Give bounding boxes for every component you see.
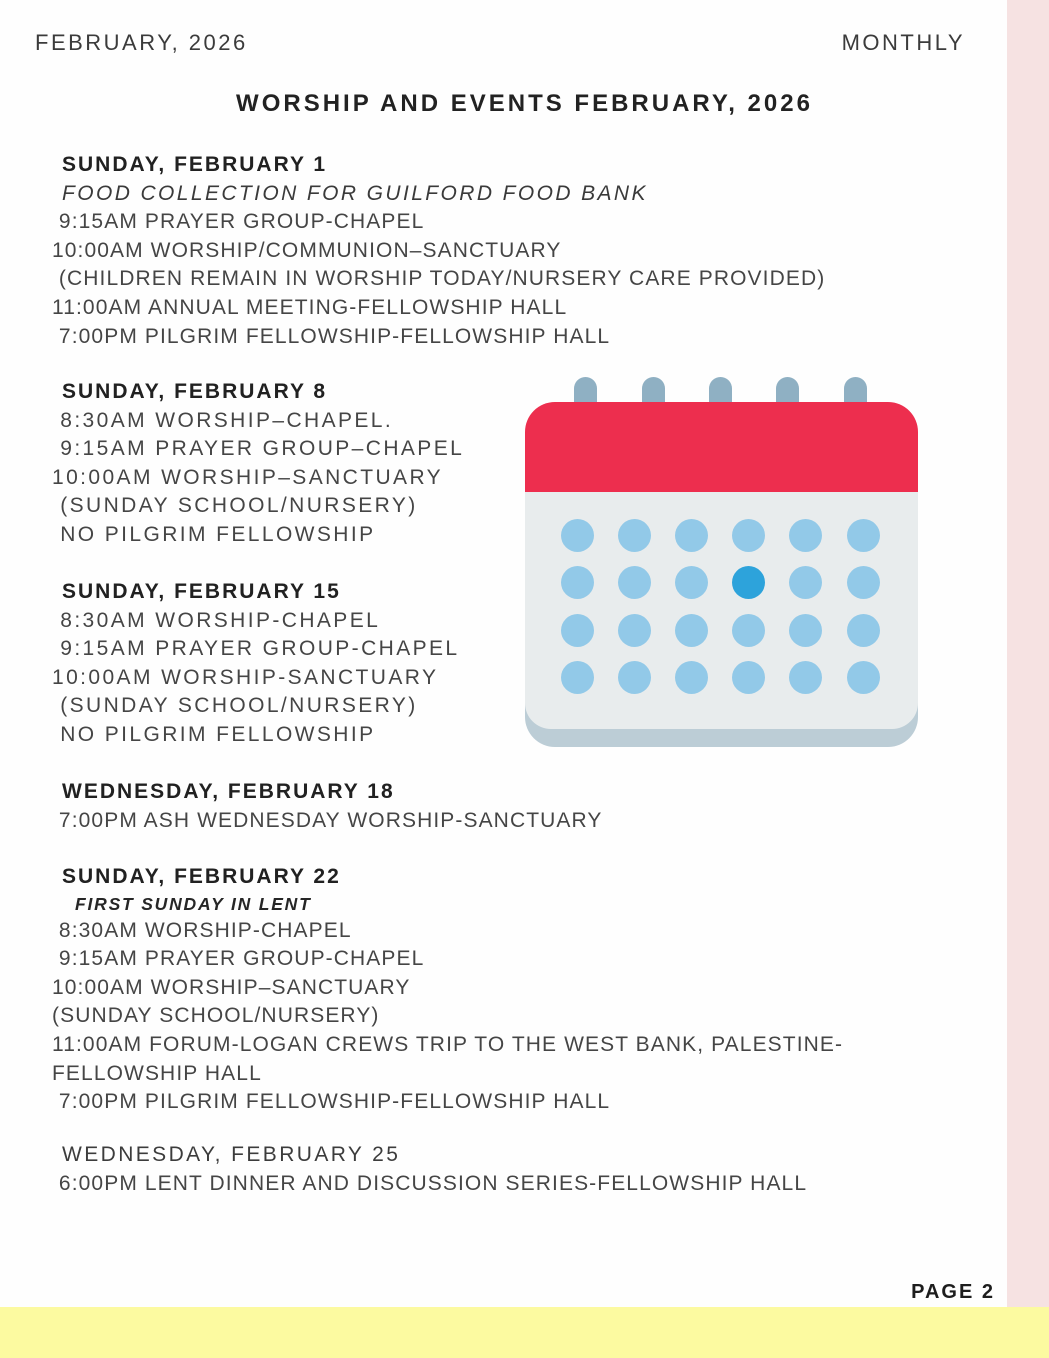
event-section-feb-25 (52, 1141, 807, 1198)
event-section-feb-15 (52, 578, 460, 750)
calendar-dot (732, 661, 765, 694)
event-line: NO PILGRIM FELLOWSHIP (52, 722, 376, 746)
event-line: 7:00PM PILGRIM FELLOWSHIP-FELLOWSHIP HALL (52, 324, 611, 348)
event-date-heading: WEDNESDAY, FEBRUARY 25 (62, 1143, 401, 1166)
event-line: 9:15AM PRAYER GROUP-CHAPEL (52, 947, 425, 971)
calendar-dot (675, 661, 708, 694)
calendar-dots (525, 377, 918, 747)
calendar-dot (675, 519, 708, 552)
calendar-dot (847, 661, 880, 694)
event-line: 10:00AM WORSHIP-SANCTUARY (52, 665, 439, 689)
event-section-feb-1 (52, 151, 825, 351)
calendar-dot-active (732, 566, 765, 599)
calendar-dot (618, 566, 651, 599)
calendar-dot (732, 519, 765, 552)
pink-side-strip (1007, 0, 1049, 1307)
yellow-bottom-strip (0, 1307, 1049, 1358)
event-date-heading: SUNDAY, FEBRUARY 1 (62, 153, 328, 176)
calendar-dot (789, 566, 822, 599)
calendar-dot (789, 661, 822, 694)
calendar-icon (525, 377, 918, 747)
event-line: (CHILDREN REMAIN IN WORSHIP TODAY/NURSERY CARE PROVIDED) (52, 267, 826, 291)
calendar-dot (789, 614, 822, 647)
event-section-feb-22 (52, 863, 843, 1117)
event-date-heading: WEDNESDAY, FEBRUARY 18 (62, 780, 395, 803)
event-section-feb-18 (52, 778, 603, 835)
event-line: 10:00AM WORSHIP–SANCTUARY (52, 465, 444, 489)
event-line: 8:30AM WORSHIP–CHAPEL. (52, 408, 394, 432)
header-frequency: MONTHLY (841, 30, 965, 55)
calendar-dot (561, 519, 594, 552)
calendar-dot (732, 614, 765, 647)
event-line: 8:30AM WORSHIP-CHAPEL (52, 608, 381, 632)
event-line: 9:15AM PRAYER GROUP-CHAPEL (52, 210, 425, 234)
calendar-dot (847, 519, 880, 552)
calendar-dot (618, 661, 651, 694)
event-subtitle: FIRST SUNDAY IN LENT (75, 893, 312, 914)
event-line: 7:00PM ASH WEDNESDAY WORSHIP-SANCTUARY (52, 808, 603, 832)
event-line: 10:00AM WORSHIP–SANCTUARY (52, 975, 411, 999)
calendar-dot (847, 566, 880, 599)
page-number: PAGE 2 (911, 1281, 995, 1303)
event-line: 11:00AM ANNUAL MEETING-FELLOWSHIP HALL (52, 295, 568, 319)
event-line: (SUNDAY SCHOOL/NURSERY) (52, 694, 418, 718)
calendar-dot (675, 614, 708, 647)
calendar-dot (561, 614, 594, 647)
event-line: (SUNDAY SCHOOL/NURSERY) (52, 494, 418, 518)
calendar-dot (561, 661, 594, 694)
event-line: 11:00AM FORUM-LOGAN CREWS TRIP TO THE WEST BANK, PALESTINE- (52, 1032, 844, 1056)
calendar-dot (675, 566, 708, 599)
event-date-heading: SUNDAY, FEBRUARY 22 (62, 865, 341, 888)
page-header (35, 29, 965, 57)
event-line: 9:15AM PRAYER GROUP-CHAPEL (52, 637, 460, 661)
event-section-feb-8 (52, 378, 464, 550)
event-line: (SUNDAY SCHOOL/NURSERY) (52, 1004, 380, 1028)
event-line: 7:00PM PILGRIM FELLOWSHIP-FELLOWSHIP HALL (52, 1090, 611, 1114)
calendar-dot (847, 614, 880, 647)
event-line: 6:00PM LENT DINNER AND DISCUSSION SERIES-FELLOWSHIP HALL (52, 1171, 808, 1195)
header-date: FEBRUARY, 2026 (35, 30, 248, 55)
event-date-heading: SUNDAY, FEBRUARY 8 (62, 380, 328, 403)
page-title: WORSHIP AND EVENTS FEBRUARY, 2026 (236, 90, 813, 117)
event-date-heading: SUNDAY, FEBRUARY 15 (62, 580, 341, 603)
event-subtitle: FOOD COLLECTION FOR GUILFORD FOOD BANK (62, 181, 648, 205)
calendar-dot (789, 519, 822, 552)
event-line: NO PILGRIM FELLOWSHIP (52, 522, 376, 546)
event-line: FELLOWSHIP HALL (52, 1061, 262, 1085)
event-line: 10:00AM WORSHIP/COMMUNION–SANCTUARY (52, 238, 562, 262)
calendar-dot (618, 519, 651, 552)
calendar-dot (561, 566, 594, 599)
calendar-dot (618, 614, 651, 647)
event-line: 8:30AM WORSHIP-CHAPEL (52, 918, 352, 942)
event-line: 9:15AM PRAYER GROUP–CHAPEL (52, 437, 465, 461)
